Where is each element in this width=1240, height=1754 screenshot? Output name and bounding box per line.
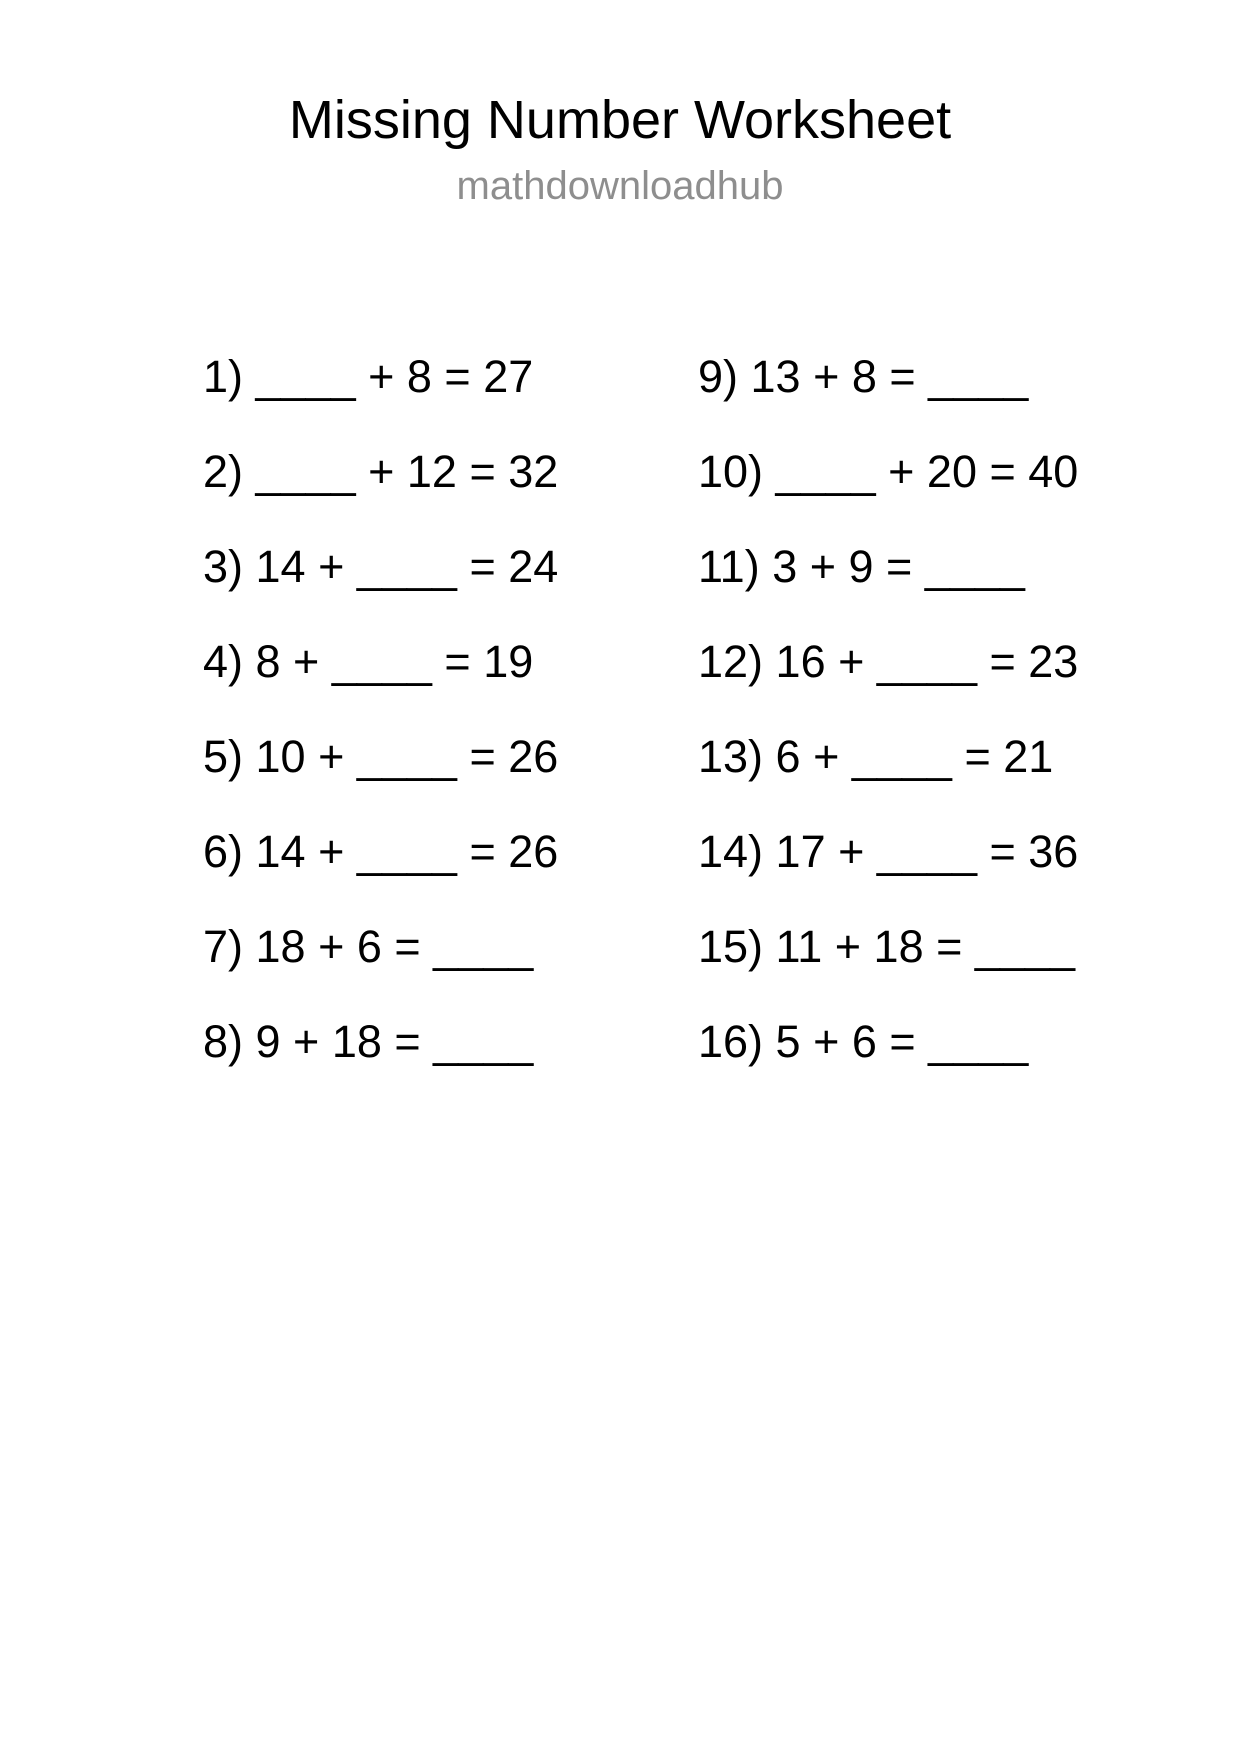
problems-column-right bbox=[698, 329, 1240, 1089]
problems-grid bbox=[203, 329, 1240, 1089]
brand-subtitle: mathdownloadhub bbox=[456, 164, 784, 208]
problem-item-9: 9) 13 + 8 = ____ bbox=[698, 350, 1029, 402]
problem-item-5: 5) 10 + ____ = 26 bbox=[203, 730, 559, 782]
problem-item-15: 15) 11 + 18 = ____ bbox=[698, 920, 1075, 972]
problem-item-1: 1) ____ + 8 = 27 bbox=[203, 350, 534, 402]
problem-item-8: 8) 9 + 18 = ____ bbox=[203, 1015, 534, 1067]
problem-item-14: 14) 17 + ____ = 36 bbox=[698, 825, 1079, 877]
problems-column-left bbox=[203, 329, 698, 1089]
problem-item-10: 10) ____ + 20 = 40 bbox=[698, 445, 1079, 497]
worksheet-header bbox=[0, 0, 1240, 209]
page-title: Missing Number Worksheet bbox=[288, 90, 952, 150]
problem-item-7: 7) 18 + 6 = ____ bbox=[203, 920, 534, 972]
problem-item-12: 12) 16 + ____ = 23 bbox=[698, 635, 1079, 687]
problem-item-2: 2) ____ + 12 = 32 bbox=[203, 445, 559, 497]
problem-item-11: 11) 3 + 9 = ____ bbox=[698, 540, 1025, 592]
problem-item-3: 3) 14 + ____ = 24 bbox=[203, 540, 559, 592]
problem-item-4: 4) 8 + ____ = 19 bbox=[203, 635, 534, 687]
problem-item-6: 6) 14 + ____ = 26 bbox=[203, 825, 559, 877]
problem-item-16: 16) 5 + 6 = ____ bbox=[698, 1015, 1029, 1067]
problem-item-13: 13) 6 + ____ = 21 bbox=[698, 730, 1054, 782]
